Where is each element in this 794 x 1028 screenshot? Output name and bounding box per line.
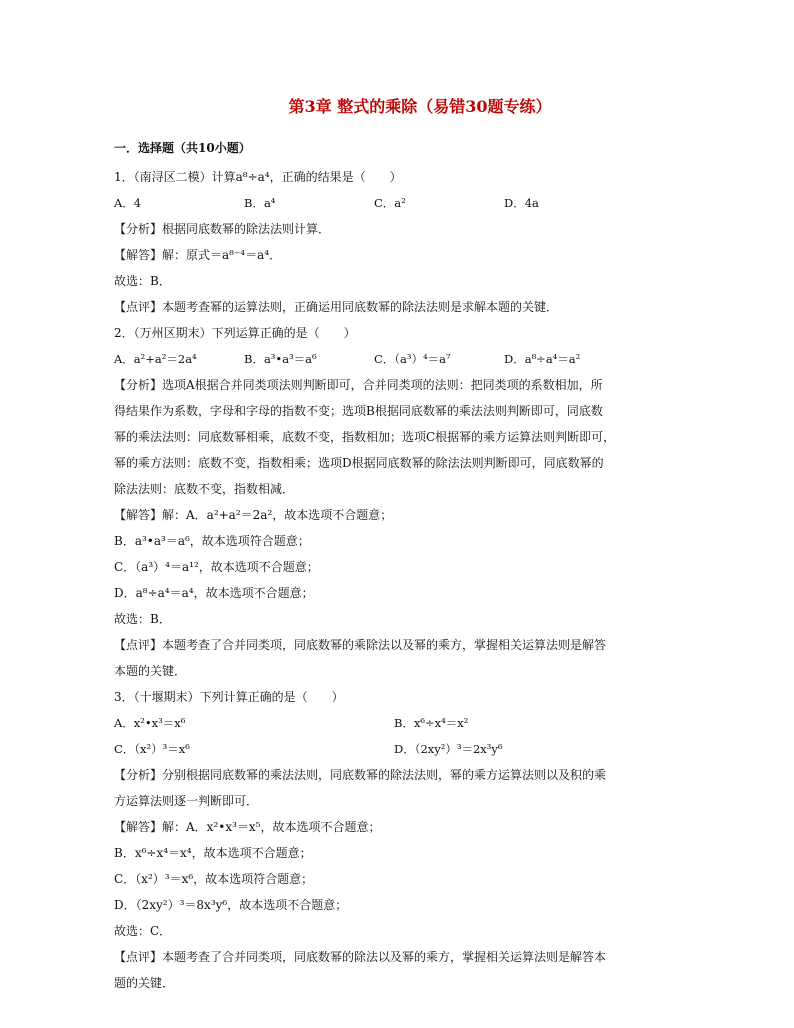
question-2-answer-line: D．a⁸÷a⁴＝a⁴，故本选项不合题意； [114,586,314,600]
question-1-analysis: 【分析】根据同底数幂的除法法则计算． [114,222,331,236]
question-2-analysis-line: 幂的乘法法则：同底数幂相乘，底数不变，指数相加；选项C根据幂的乘方运算法则判断即可， [114,430,616,444]
question-1-choice: 故选：B． [114,274,171,288]
question-2 [114,320,686,684]
question-1-comment: 【点评】本题考查幂的运算法则，正确运用同底数幂的除法法则是求解本题的关键． [114,300,559,314]
question-2-answer-line: B．a³•a³＝a⁶，故本选项符合题意； [114,534,310,548]
option-d: D．4a [504,196,539,210]
option-d: D．a⁸÷a⁴＝a² [504,352,581,366]
question-3-comment-line: 题的关键． [114,976,175,990]
question-3-answer-line: 【解答】解：A．x²•x³＝x⁵，故本选项不合题意； [114,820,381,834]
question-3-answer-line: C．（x²）³＝x⁶，故本选项符合题意； [114,872,314,886]
question-2-options [114,346,686,372]
option-d: D．（2xy²）³＝2x³y⁶ [394,742,503,756]
document-title: 第3章 整式的乘除（易错30题专练） [288,97,552,116]
question-3-analysis-line: 【分析】分别根据同底数幂的乘法法则，同底数幂的除法法则，幂的乘方运算法则以及积的乘 [114,768,607,782]
question-2-analysis-line: 幂的乘方法则：底数不变，指数相乘；选项D根据同底数幂的除法法则判断即可，同底数幂的 [114,456,604,470]
option-c: C．（a³）⁴＝a⁷ [374,352,451,366]
question-1 [114,164,686,320]
question-2-choice: 故选：B． [114,612,171,626]
question-2-comment-line: 【点评】本题考查了合并同类项，同底数幂的乘除法以及幂的乘方，掌握相关运算法则是解答 [114,638,607,652]
option-b: B．x⁶÷x⁴＝x² [394,716,469,730]
question-3-options-row-1 [114,710,686,736]
option-b: B．a⁴ [244,196,276,210]
question-2-analysis-line: 得结果作为系数，字母和字母的指数不变；选项B根据同底数幂的乘法法则判断即可，同底数 [114,404,603,418]
question-2-stem: 2．（万州区期末）下列运算正确的是（ ） [114,326,356,340]
option-c: C．a² [374,196,406,210]
question-3-comment-line: 【点评】本题考查了合并同类项，同底数幂的除法以及幂的乘方，掌握相关运算法则是解答本 [114,950,607,964]
question-3-options-row-2 [114,736,686,762]
question-3-answer-line: D．（2xy²）³＝8x³y⁶，故本选项不合题意； [114,898,348,912]
question-3 [114,684,686,996]
option-a: A．a²+a²＝2a⁴ [114,352,197,366]
question-2-answer-line: C．（a³）⁴＝a¹²，故本选项不合题意； [114,560,319,574]
question-2-comment-line: 本题的关键． [114,664,187,678]
question-2-analysis-line: 【分析】选项A根据合并同类项法则判断即可，合并同类项的法则：把同类项的系数相加，所 [114,378,603,392]
question-3-analysis-line: 方运算法则逐一判断即可． [114,794,259,808]
question-2-answer-line: 【解答】解：A．a²+a²＝2a²，故本选项不合题意； [114,508,393,522]
question-1-stem: 1．（南浔区二模）计算a⁸÷a⁴，正确的结果是（ ） [114,170,402,184]
question-3-choice: 故选：C． [114,924,172,938]
question-3-answer-line: B．x⁶÷x⁴＝x⁴，故本选项不合题意； [114,846,312,860]
option-c: C．（x²）³＝x⁶ [114,742,190,756]
option-a: A．x²•x³＝x⁶ [114,716,186,730]
question-3-stem: 3．（十堰期末）下列计算正确的是（ ） [114,690,344,704]
option-b: B．a³•a³＝a⁶ [244,352,317,366]
option-a: A．4 [114,196,142,210]
question-2-analysis-line: 除法法则：底数不变，指数相减． [114,482,295,496]
question-1-options [114,190,686,216]
question-1-answer: 【解答】解：原式＝a⁸⁻⁴＝a⁴． [114,248,282,262]
section-heading: 一．选择题（共10小题） [114,141,251,155]
